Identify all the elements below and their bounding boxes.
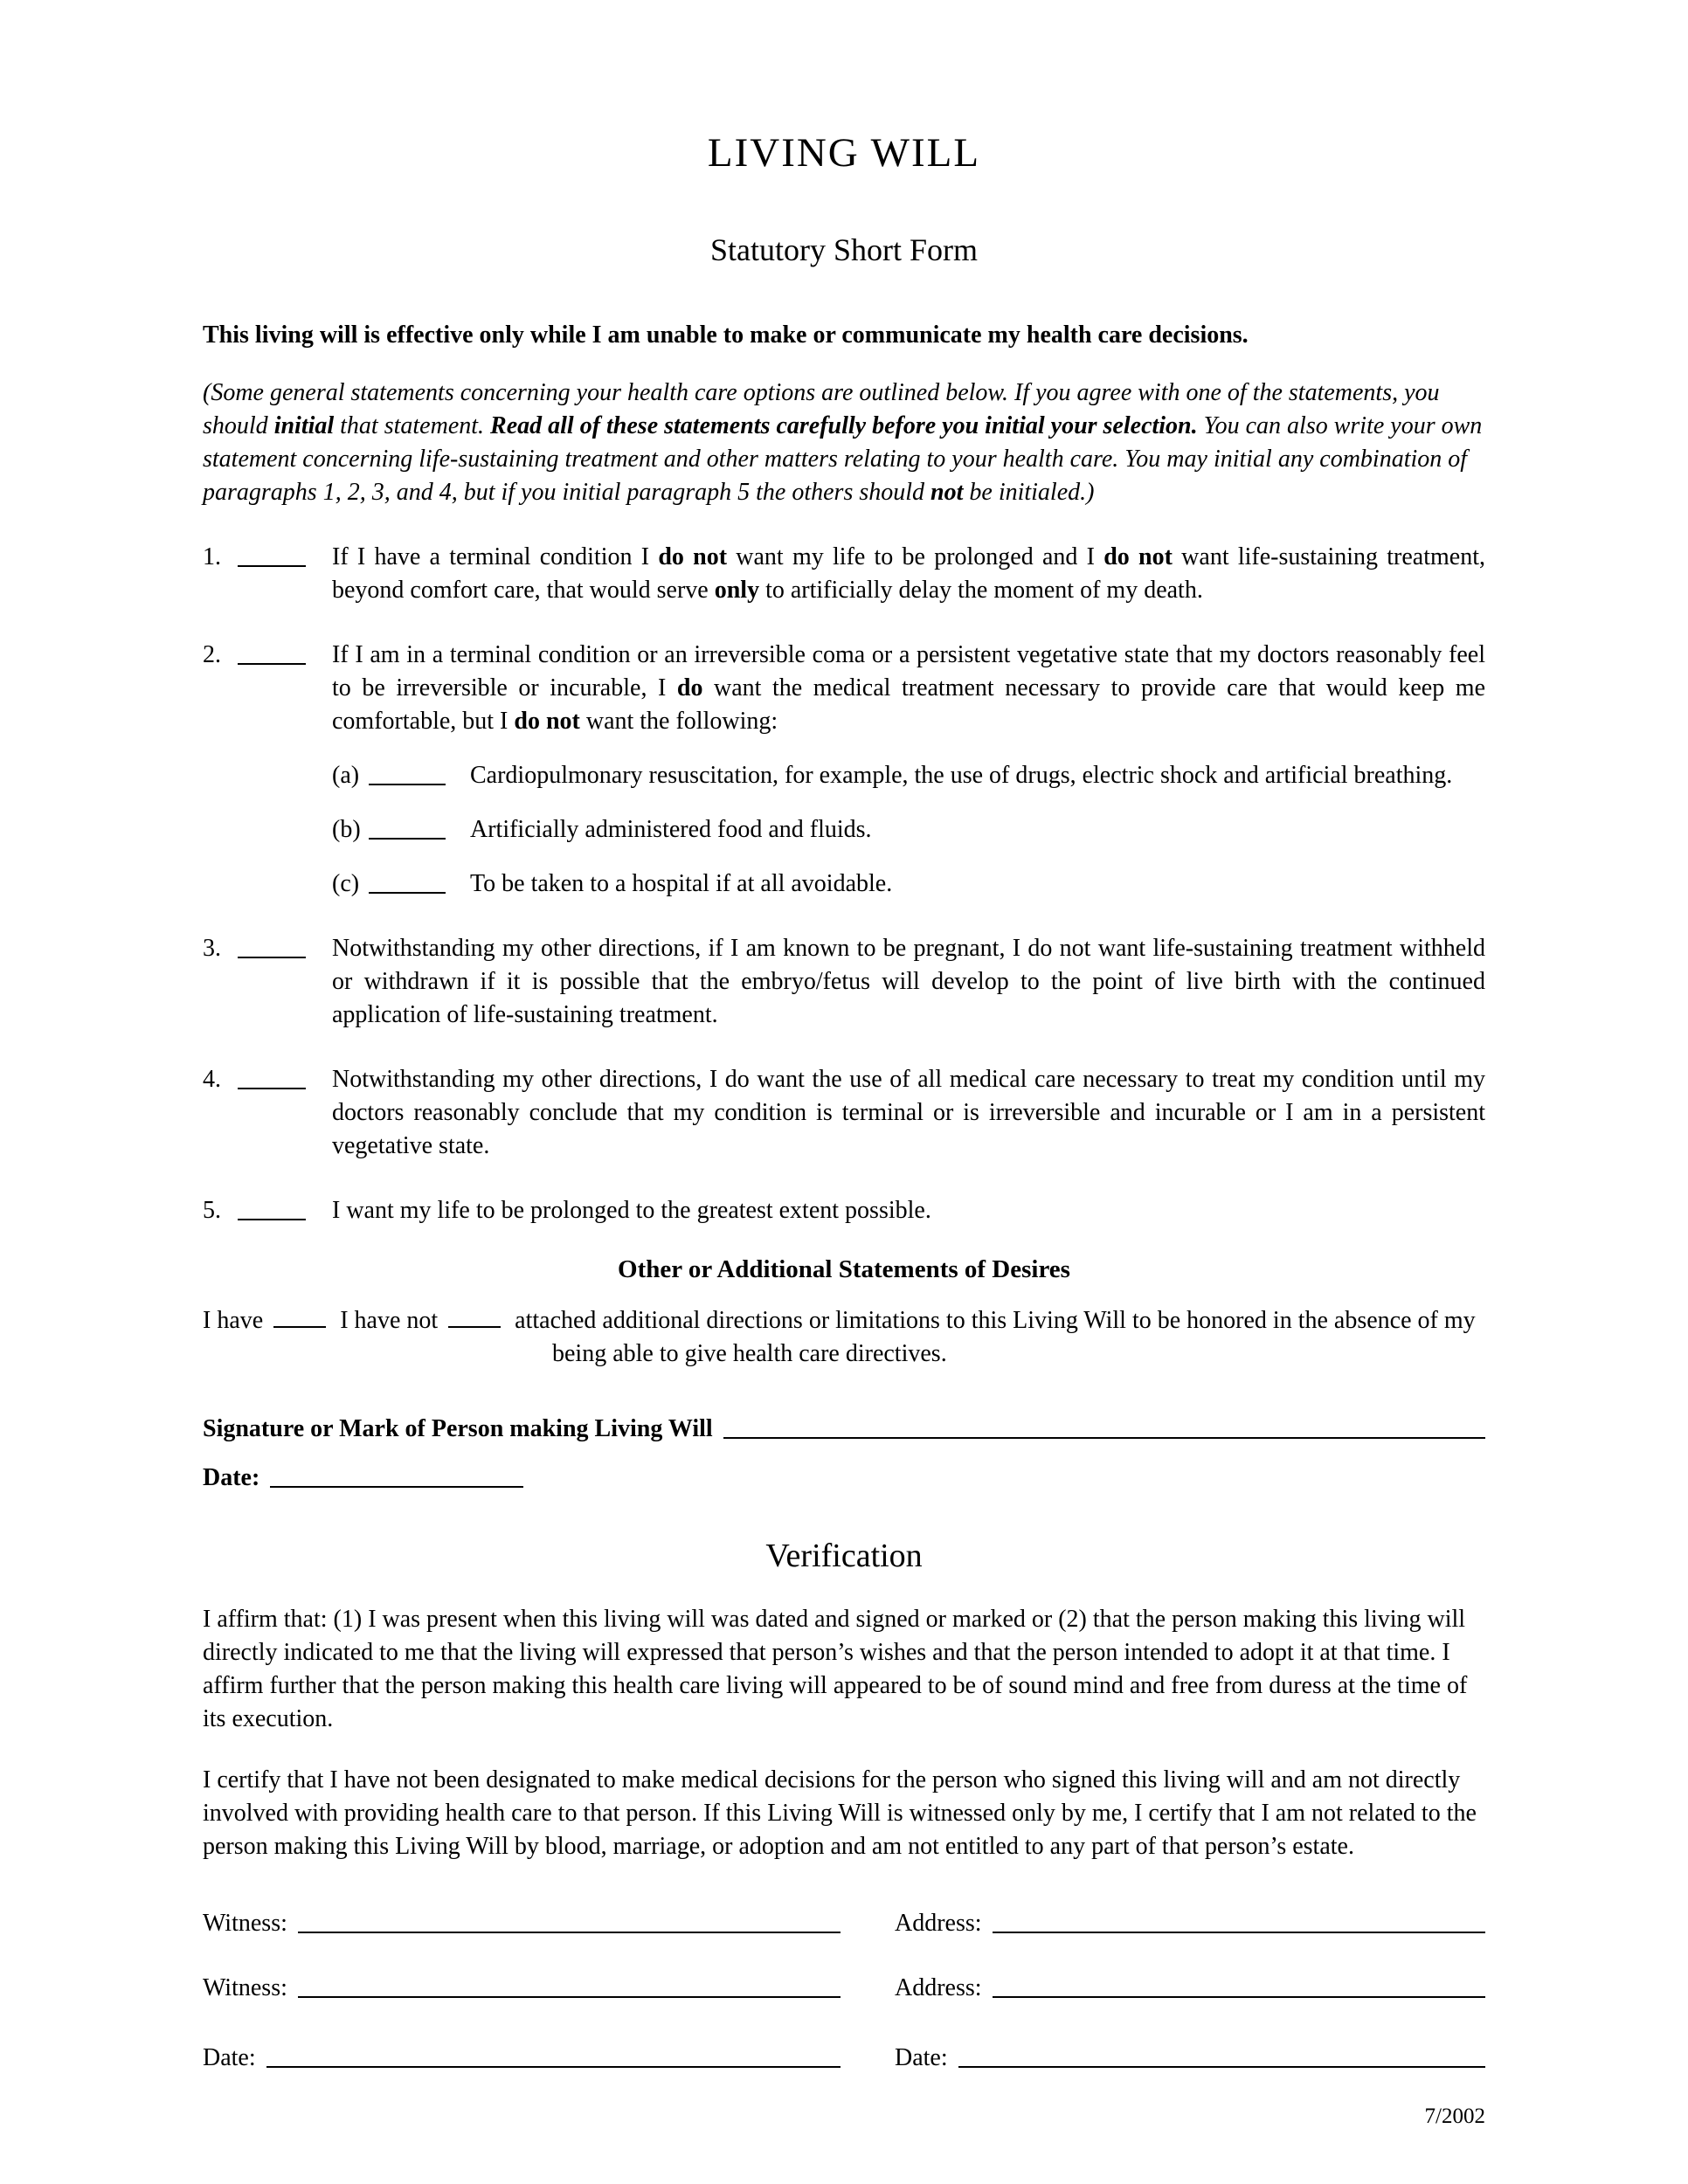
statement-4-initial-blank[interactable]: [238, 1063, 306, 1089]
intro-text: (Some general statements concerning your health care options are outlined below. If you agree with one of the statements, you should: [203, 379, 1440, 439]
statement-2b: [332, 813, 1485, 847]
intro-text: that statement.: [334, 412, 491, 439]
witness-date-1-line[interactable]: [266, 2042, 841, 2068]
statement-1-number: 1.: [203, 543, 221, 570]
attachment-text: attached additional directions or limitations to this Living Will to be honored in the absence of my being able to give health care directives.: [515, 1307, 1476, 1367]
statement-2b-text: Artificially administered food and fluids.: [470, 816, 872, 843]
witness-date-2-label: Date:: [895, 2044, 948, 2071]
statement-2a: [332, 759, 1485, 792]
i-have-label: I have: [203, 1307, 264, 1334]
witness-1-field: [203, 1907, 841, 1940]
signature-label: Signature or Mark of Person making Living Will: [203, 1415, 713, 1442]
statement-2b-initial-blank[interactable]: [369, 813, 446, 840]
statement-emphasis: do not: [514, 708, 580, 735]
statement-4-text: Notwithstanding my other directions, I do want the use of all medical care necessary to treat my condition until my doctors reasonably conclude that my condition is terminal or is irreversible and incurable or I am in a persistent vegetative state.: [332, 1066, 1485, 1159]
intro-emphasis: initial: [273, 412, 335, 439]
witness-1-line[interactable]: [298, 1907, 841, 1933]
signature-line[interactable]: [723, 1413, 1485, 1439]
statement-3-text: Notwithstanding my other directions, if I am known to be pregnant, I do not want life-sustaining treatment withheld or withdrawn if it is possible that the embryo/fetus will develop to the point of live birth with the continued application of life-sustaining treatment.: [332, 935, 1485, 1028]
effective-statement: This living will is effective only while I am unable to make or communicate my health care decisions.: [203, 321, 1249, 349]
statement-2a-initial-blank[interactable]: [369, 759, 446, 785]
additional-statements-heading: Other or Additional Statements of Desires: [618, 1255, 1070, 1283]
intro-text: You can also write your own statement concerning life-sustaining treatment and other matters relating to your health care. You may initial any combination of paragraphs 1, 2, 3, and 4, but if you initial paragraph 5 the others should: [203, 412, 1483, 506]
statement-3: [203, 932, 1485, 1032]
verification-heading: Verification: [765, 1538, 923, 1574]
statement-emphasis: do: [676, 674, 703, 702]
statement-2-initial-blank[interactable]: [238, 639, 306, 665]
signature-date-row: [203, 1462, 1485, 1495]
statement-3-initial-blank[interactable]: [238, 932, 306, 958]
statement-2a-label: (a): [332, 762, 360, 789]
statement-2c: [332, 867, 1485, 901]
witness-1-label: Witness:: [203, 1910, 287, 1937]
address-1-line[interactable]: [993, 1907, 1485, 1933]
statement-2c-text: To be taken to a hospital if at all avoidable.: [470, 870, 893, 897]
statement-2c-initial-blank[interactable]: [369, 867, 446, 894]
statement-3-number: 3.: [203, 935, 221, 962]
signature-date-line[interactable]: [270, 1462, 523, 1488]
witness-2-label: Witness:: [203, 1974, 287, 2001]
intro-text: be initialed.): [963, 479, 1095, 506]
witness-row-2: [203, 1972, 1485, 2005]
address-2-line[interactable]: [993, 1972, 1485, 1998]
witness-2-line[interactable]: [298, 1972, 841, 1998]
statement-text: to artificially delay the moment of my death.: [759, 577, 1203, 604]
i-have-not-label: I have not: [340, 1307, 439, 1334]
statement-2a-text: Cardiopulmonary resuscitation, for example, the use of drugs, electric shock and artificial breathing.: [470, 762, 1453, 789]
statement-5-number: 5.: [203, 1197, 221, 1224]
statement-1-initial-blank[interactable]: [238, 541, 306, 567]
statement-text: If I have a terminal condition I: [332, 543, 659, 570]
statement-emphasis: do not: [658, 543, 728, 570]
i-have-blank[interactable]: [273, 1326, 326, 1328]
affirmation-paragraph: I affirm that: (1) I was present when this living will was dated and signed or marked or (2) that the person making this living will directly indicated to me that the living will expressed that person’s wishes and that the person intended to adopt it at that time. I affirm further that the person making this health care living will appeared to be of sound mind and free from duress at the time of its execution.: [203, 1606, 1468, 1732]
address-1-field: [895, 1907, 1485, 1940]
revision-date: 7/2002: [1424, 2105, 1485, 2128]
address-1-label: Address:: [895, 1910, 982, 1937]
certification-paragraph: I certify that I have not been designated to make medical decisions for the person who signed this living will and am not directly involved with providing health care to that person. If this Living Will is witnessed only by me, I certify that I am not related to the person making this Living Will by blood, marriage, or adoption and am not entitled to any part of that person’s estate.: [203, 1766, 1477, 1860]
statement-4-number: 4.: [203, 1066, 221, 1093]
witness-date-1-label: Date:: [203, 2044, 256, 2071]
statement-2c-label: (c): [332, 870, 360, 897]
intro-emphasis: not: [930, 479, 964, 506]
witness-date-2-line[interactable]: [958, 2042, 1485, 2068]
statement-text: want the following:: [579, 708, 778, 735]
document-title: LIVING WILL: [707, 130, 981, 176]
statement-4: [203, 1063, 1485, 1163]
witness-2-field: [203, 1972, 841, 2005]
intro-instructions: [203, 377, 1485, 509]
document-subtitle: Statutory Short Form: [709, 232, 979, 267]
statement-emphasis: only: [714, 577, 760, 604]
statement-5: [203, 1194, 1485, 1227]
statement-2b-label: (b): [332, 816, 361, 843]
statement-emphasis: do not: [1103, 543, 1173, 570]
address-2-label: Address:: [895, 1974, 982, 2001]
witness-row-1: [203, 1907, 1485, 1940]
attachment-statement: [203, 1304, 1485, 1371]
intro-emphasis: Read all of these statements carefully before you initial your selection.: [490, 412, 1198, 439]
statement-5-text: I want my life to be prolonged to the greatest extent possible.: [332, 1197, 931, 1224]
i-have-not-blank[interactable]: [448, 1326, 501, 1328]
signature-row: [203, 1413, 1485, 1446]
witness-date-row: [203, 2042, 1485, 2075]
statement-2-text: [332, 639, 1485, 738]
signature-date-label: Date:: [203, 1464, 260, 1491]
statement-text: want the medical treatment necessary to provide care that would keep me comfortable, but I: [332, 674, 1485, 735]
statement-text: want my life to be prolonged and I: [727, 543, 1104, 570]
statement-text: want life-sustaining treatment, beyond comfort care, that would serve: [332, 543, 1486, 604]
witness-date-2-field: [895, 2042, 1485, 2075]
witness-date-1-field: [203, 2042, 841, 2075]
statement-2-number: 2.: [203, 641, 221, 668]
statement-5-initial-blank[interactable]: [238, 1194, 306, 1220]
statement-text: If I am in a terminal condition or an irreversible coma or a persistent vegetative state that my doctors reasonably feel to be irreversible or incurable, I: [332, 641, 1485, 702]
statement-2: [203, 639, 1485, 738]
address-2-field: [895, 1972, 1485, 2005]
statement-1: [203, 541, 1485, 607]
statement-1-text: [332, 541, 1485, 607]
